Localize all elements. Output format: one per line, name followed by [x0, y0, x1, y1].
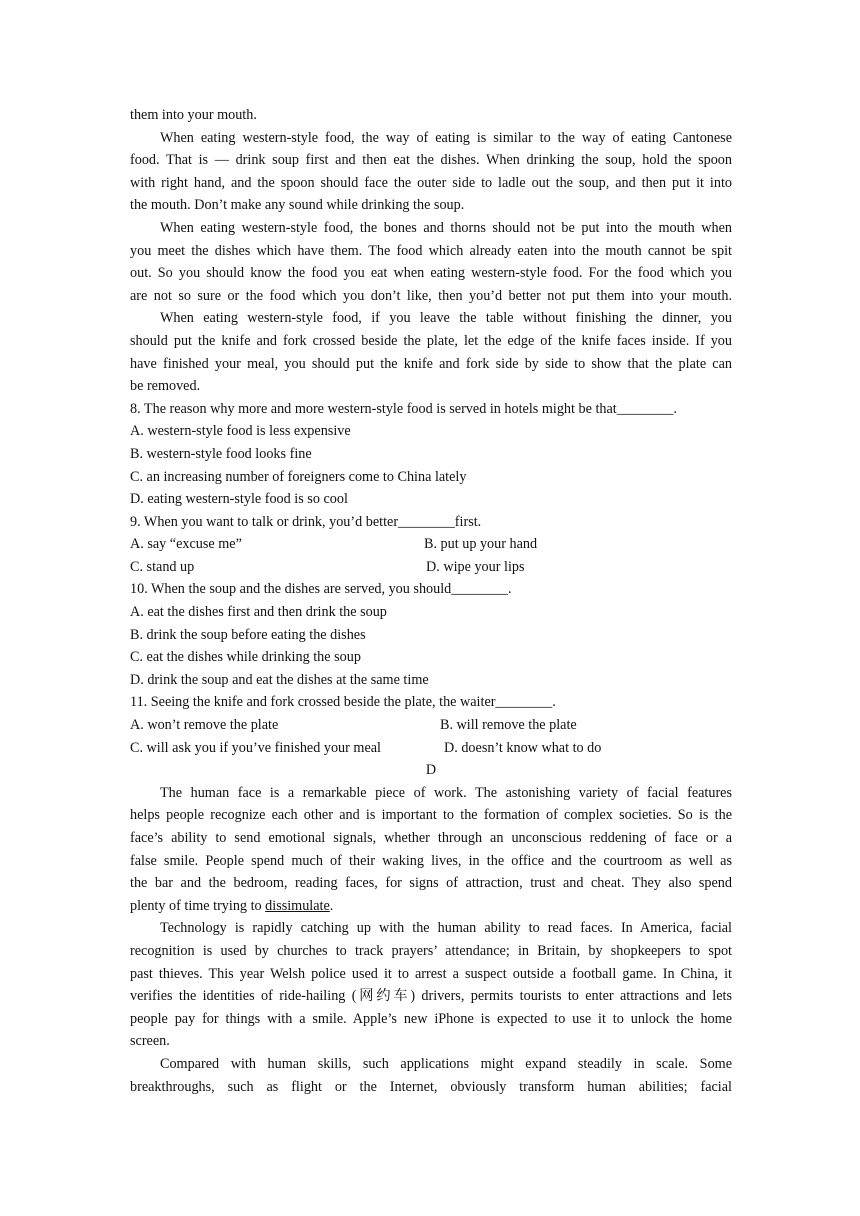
question-11-option-a: A. won’t remove the plate: [130, 717, 279, 734]
question-10-option-c: C. eat the dishes while drinking the soup: [130, 649, 361, 666]
question-9-option-b: B. put up your hand: [424, 536, 538, 553]
text-fragment: .: [329, 897, 334, 914]
document-page: [130, 104, 732, 1098]
question-10-option-b: B. drink the soup before eating the dishes: [130, 626, 366, 643]
text-line: have finished your meal, you should put the knife and fork side by side to show that the plate can: [130, 355, 732, 372]
text-line: Compared with human skills, such applications might expand steadily in scale. Some: [160, 1055, 732, 1072]
text-line: you meet the dishes which have them. The food which already eaten into the mouth cannot be spit: [130, 242, 732, 259]
question-8-option-a: A. western-style food is less expensive: [130, 423, 351, 440]
question-9-stem: 9. When you want to talk or drink, you’d better________first.: [130, 513, 482, 530]
question-11-stem: 11. Seeing the knife and fork crossed beside the plate, the waiter________.: [130, 694, 556, 711]
text-line: people pay for things with a smile. Apple’s new iPhone is expected to use it to unlock the home: [130, 1010, 732, 1027]
question-9-options-row-2: [130, 556, 732, 579]
question-11-option-b: B. will remove the plate: [440, 717, 577, 734]
text-line: out. So you should know the food you eat when eating western-style food. For the food which you: [130, 265, 732, 282]
text-line: be removed.: [130, 378, 201, 395]
text-line: helps people recognize each other and is important to the formation of complex societies. So is the: [130, 807, 732, 824]
section-heading-d: D: [425, 762, 437, 779]
question-10-stem: 10. When the soup and the dishes are served, you should________.: [130, 581, 512, 598]
text-line: screen.: [130, 1033, 170, 1050]
question-9-option-c: C. stand up: [130, 558, 195, 575]
text-line: When eating western-style food, the way of eating is similar to the way of eating Cantonese: [160, 129, 732, 146]
question-10-option-d: D. drink the soup and eat the dishes at the same time: [130, 671, 429, 688]
text-line: them into your mouth.: [130, 107, 257, 123]
text-line: are not so sure or the food which you don’t like, then you’d better not put them into your mouth.: [130, 287, 732, 304]
text-line: [130, 895, 732, 918]
text-line: should put the knife and fork crossed beside the plate, let the edge of the knife faces inside. If you: [130, 332, 732, 349]
text-line: verifies the identities of ride-hailing (网约车) drivers, permits tourists to enter attractions and lets: [130, 988, 732, 1005]
question-10-option-a: A. eat the dishes first and then drink the soup: [130, 604, 387, 621]
question-11-option-c: C. will ask you if you’ve finished your meal: [130, 739, 381, 756]
underlined-word: dissimulate: [265, 897, 330, 914]
text-line: Technology is rapidly catching up with the human ability to read faces. In America, facial: [160, 920, 732, 937]
text-line: recognition is used by churches to track prayers’ attendance; in Britain, by shopkeepers to spot: [130, 942, 732, 959]
text-line: false smile. People spend much of their waking lives, in the office and the courtroom as well as: [130, 852, 732, 869]
text-line: past thieves. This year Welsh police used it to arrest a suspect outside a football game. In China, it: [130, 965, 732, 982]
question-9-options-row-1: [130, 533, 732, 556]
text-fragment: plenty of time trying to: [130, 897, 266, 914]
text-line: face’s ability to send emotional signals, whether through an unconscious reddening of face or a: [130, 830, 732, 846]
text-line: The human face is a remarkable piece of work. The astonishing variety of facial features: [160, 784, 732, 801]
question-11-options-row-2: [130, 737, 732, 760]
question-8-option-b: B. western-style food looks fine: [130, 445, 312, 462]
text-line: food. That is — drink soup first and then eat the dishes. When drinking the soup, hold the spoon: [130, 152, 732, 169]
question-8-option-d: D. eating western-style food is so cool: [130, 491, 348, 508]
question-11-option-d: D. doesn’t know what to do: [444, 739, 602, 756]
question-9-option-a: A. say “excuse me”: [130, 536, 242, 553]
text-line: with right hand, and the spoon should face the outer side to ladle out the soup, and then put it into: [130, 174, 732, 191]
text-line: the mouth. Don’t make any sound while drinking the soup.: [130, 197, 465, 214]
text-line: breakthroughs, such as flight or the Internet, obviously transform human abilities; facial: [130, 1078, 732, 1095]
text-line: When eating western-style food, the bones and thorns should not be put into the mouth when: [160, 219, 732, 236]
question-8-stem: 8. The reason why more and more western-style food is served in hotels might be that________.: [130, 400, 678, 417]
text-line: When eating western-style food, if you leave the table without finishing the dinner, you: [160, 310, 732, 327]
question-9-option-d: D. wipe your lips: [426, 558, 525, 575]
question-11-options-row-1: [130, 714, 732, 737]
question-8-option-c: C. an increasing number of foreigners come to China lately: [130, 468, 467, 485]
text-line: the bar and the bedroom, reading faces, for signs of attraction, trust and cheat. They also spend: [130, 875, 732, 892]
